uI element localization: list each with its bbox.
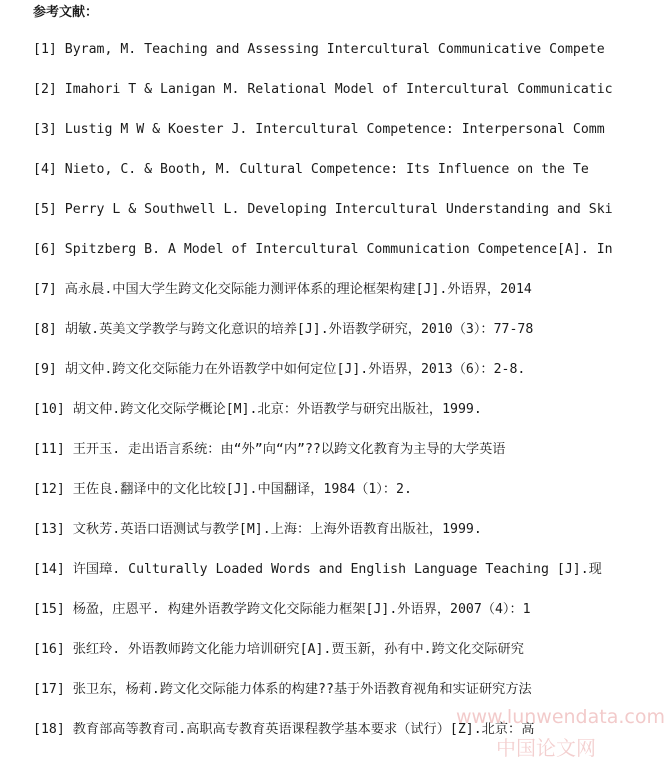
reference-item: [3] Lustig M W & Koester J. Intercultural Competence: Interpersonal Comm [33, 122, 605, 137]
watermark-url: www.lunwendata.com [456, 706, 665, 728]
reference-item: [8] 胡敏.英美文学教学与跨文化意识的培养[J].外语教学研究，2010（3）：77-78 [33, 322, 534, 337]
reference-item: [7] 高永晨.中国大学生跨文化交际能力测评体系的理论框架构建[J].外语界，2014 [33, 282, 532, 297]
reference-item: [15] 杨盈，庄恩平. 构建外语教学跨文化交际能力框架[J].外语界，2007（4）：1 [33, 602, 531, 617]
reference-item: [1] Byram, M. Teaching and Assessing Intercultural Communicative Compete [33, 42, 605, 57]
watermark-text: 中国论文网 [496, 736, 596, 760]
reference-item: [18] 教育部高等教育司.高职高专教育英语课程教学基本要求（试行）[Z].北京：高 [33, 722, 535, 737]
reference-item: [2] Imahori T & Lanigan M. Relational Model of Intercultural Communicatic [33, 82, 613, 97]
reference-list [33, 40, 614, 760]
reference-item: [17] 张卫东，杨莉.跨文化交际能力体系的构建??基于外语教育视角和实证研究方法 [33, 682, 532, 697]
reference-item: [9] 胡文仲.跨文化交际能力在外语教学中如何定位[J].外语界，2013（6）：2-8. [33, 362, 526, 377]
reference-item: [11] 王开玉. 走出语言系统：由“外”向“内”??以跨文化教育为主导的大学英语 [33, 442, 506, 457]
reference-item: [14] 许国璋. Culturally Loaded Words and English Language Teaching [J].现 [33, 562, 602, 577]
references-heading: 参考文献： [33, 5, 99, 20]
reference-item: [10] 胡文仲.跨文化交际学概论[M].北京：外语教学与研究出版社，1999. [33, 402, 482, 417]
reference-item: [12] 王佐良.翻译中的文化比较[J].中国翻译，1984（1）：2. [33, 482, 412, 497]
reference-item: [13] 文秋芳.英语口语测试与教学[M].上海：上海外语教育出版社，1999. [33, 522, 482, 537]
reference-item: [5] Perry L & Southwell L. Developing Intercultural Understanding and Ski [33, 202, 613, 217]
reference-item: [4] Nieto, C. & Booth, M. Cultural Competence: Its Influence on the Te [33, 162, 589, 177]
reference-item: [6] Spitzberg B. A Model of Intercultural Communication Competence[A]. In [33, 242, 613, 257]
reference-item: [16] 张红玲. 外语教师跨文化能力培训研究[A].贾玉新，孙有中.跨文化交际研究 [33, 642, 524, 657]
